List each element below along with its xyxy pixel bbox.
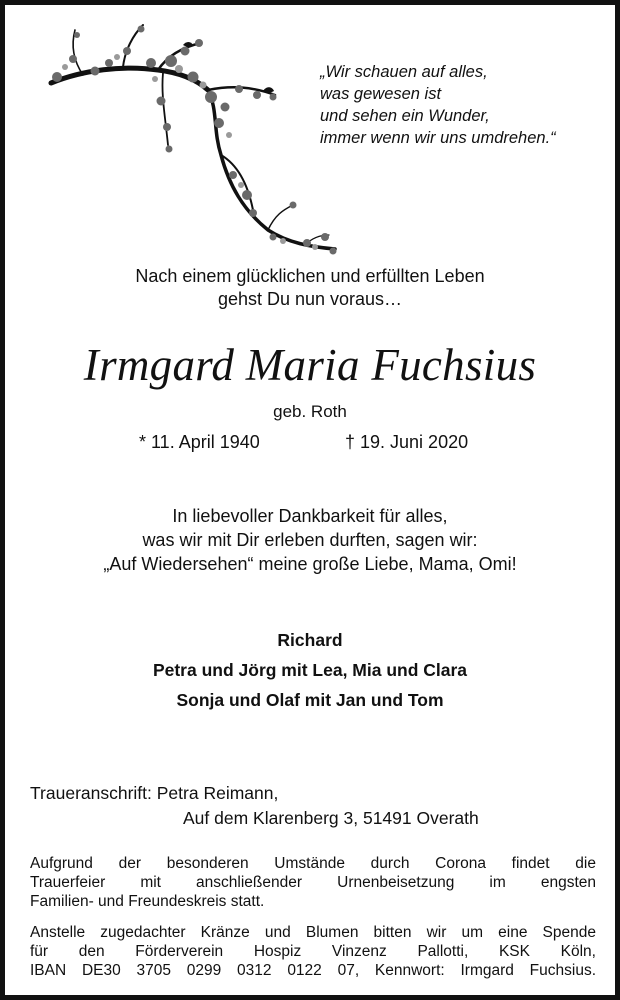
thanks-line: In liebevoller Dankbarkeit für alles,: [172, 506, 448, 526]
address-line-1: Traueranschrift: Petra Reimann,: [30, 783, 279, 803]
thanks-line: was wir mit Dir erleben durften, sagen wir:: [142, 530, 478, 550]
cherry-blossom-branch-icon: [43, 15, 343, 260]
intro-line: gehst Du nun voraus…: [217, 289, 403, 309]
family-line: Sonja und Olaf mit Jan und Tom: [176, 690, 444, 710]
mourning-address: [30, 781, 479, 831]
deceased-name: Irmgard Maria Fuchsius: [83, 340, 537, 390]
family-signatures: [5, 625, 615, 715]
birth-date: * 11. April 1940: [139, 432, 260, 452]
family-line: Petra und Jörg mit Lea, Mia und Clara: [152, 660, 468, 680]
corona-line: Aufgrund der besonderen Umstände durch Corona findet die: [30, 855, 596, 872]
quote-line: und sehen ein Wunder,: [320, 107, 490, 125]
donation-notice: [30, 923, 596, 980]
thanks-line: „Auf Wiedersehen“ meine große Liebe, Mama, Omi!: [103, 554, 517, 574]
family-line: Richard: [277, 630, 343, 650]
quote-line: „Wir schauen auf alles,: [320, 63, 488, 81]
donation-line: für den Förderverein Hospiz Vinzenz Pallotti, KSK Köln,: [30, 943, 596, 960]
corona-line: Familien- und Freundeskreis statt.: [30, 893, 265, 910]
corona-line: Trauerfeier mit anschließender Urnenbeisetzung im engsten: [30, 874, 596, 891]
intro-line: Nach einem glücklichen und erfüllten Leben: [135, 266, 485, 286]
quote-line: was gewesen ist: [320, 85, 442, 103]
address-line-2: Auf dem Klarenberg 3, 51491 Overath: [183, 808, 479, 828]
quote-line: immer wenn wir uns umdrehen.“: [320, 129, 556, 147]
donation-line: IBAN DE30 3705 0299 0312 0122 07, Kennwort: Irmgard Fuchsius.: [30, 962, 596, 979]
thanks-text: [5, 504, 615, 576]
intro-text: [5, 265, 615, 311]
death-date: † 19. Juni 2020: [345, 432, 469, 452]
corona-notice: [30, 854, 596, 911]
poem-quote: [320, 61, 556, 149]
maiden-name: geb. Roth: [273, 402, 347, 421]
donation-line: Anstelle zugedachter Kränze und Blumen bitten wir um eine Spende: [30, 924, 596, 941]
